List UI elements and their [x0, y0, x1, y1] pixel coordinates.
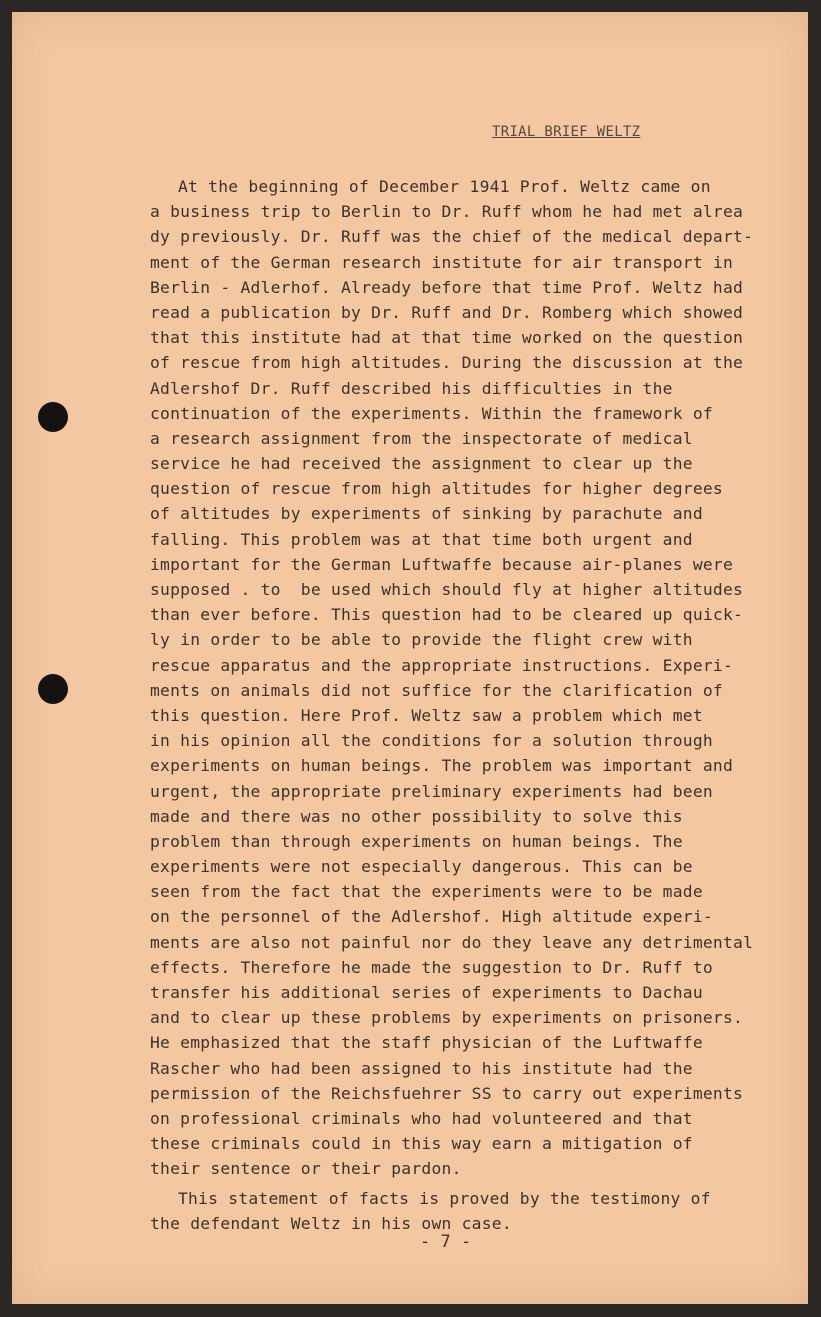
text-line: on professional criminals who had volunteered and that: [150, 1108, 693, 1128]
text-line: Adlershof Dr. Ruff described his difficulties in the: [150, 378, 673, 398]
text-line: continuation of the experiments. Within the framework of: [150, 403, 713, 423]
text-line: on the personnel of the Adlershof. High altitude experi-: [150, 907, 713, 927]
paragraph-1: [150, 174, 770, 1182]
text-line: He emphasized that the staff physician of the Luftwaffe: [150, 1033, 703, 1053]
text-line: falling. This problem was at that time both urgent and: [150, 529, 693, 549]
text-line: and to clear up these problems by experiments on prisoners.: [150, 1008, 744, 1028]
text-line: that this institute had at that time worked on the question: [150, 328, 744, 348]
text-line: in his opinion all the conditions for a solution through: [150, 731, 713, 751]
text-line: a business trip to Berlin to Dr. Ruff whom he had met alrea: [150, 202, 744, 222]
text-line: question of rescue from high altitudes for higher degrees: [150, 479, 723, 499]
text-line: effects. Therefore he made the suggestion to Dr. Ruff to: [150, 957, 713, 977]
text-line: experiments were not especially dangerous. This can be: [150, 857, 693, 877]
text-line: service he had received the assignment to clear up the: [150, 454, 693, 474]
punch-hole-lower: [38, 674, 68, 704]
text-line: their sentence or their pardon.: [150, 1159, 462, 1179]
text-line: ments on animals did not suffice for the clarification of: [150, 680, 723, 700]
text-line: dy previously. Dr. Ruff was the chief of the medical depart-: [150, 227, 754, 247]
document-page: [12, 12, 808, 1304]
document-title: TRIAL BRIEF WELTZ: [492, 124, 641, 140]
text-line: made and there was no other possibility to solve this: [150, 806, 683, 826]
text-line: important for the German Luftwaffe because air-planes were: [150, 554, 734, 574]
text-line: permission of the Reichsfuehrer SS to carry out experiments: [150, 1083, 744, 1103]
text-line: problem than through experiments on human beings. The: [150, 831, 683, 851]
text-line: than ever before. This question had to be cleared up quick-: [150, 605, 744, 625]
text-line: supposed . to be used which should fly at higher altitudes: [150, 580, 744, 599]
text-line: Rascher who had been assigned to his institute had the: [150, 1058, 693, 1078]
page-number: - 7 -: [420, 1232, 472, 1252]
text-line: ly in order to be able to provide the flight crew with: [150, 630, 693, 650]
text-line: this question. Here Prof. Weltz saw a problem which met: [150, 705, 703, 725]
text-line: experiments on human beings. The problem was important and: [150, 756, 734, 776]
text-line: read a publication by Dr. Ruff and Dr. Romberg which showed: [150, 302, 744, 322]
text-line: transfer his additional series of experiments to Dachau: [150, 983, 703, 1002]
text-line: rescue apparatus and the appropriate instructions. Experi-: [150, 655, 734, 675]
text-line: these criminals could in this way earn a mitigation of: [150, 1134, 693, 1154]
text-line: Berlin - Adlerhof. Already before that time Prof. Weltz had: [150, 277, 744, 297]
text-line: ment of the German research institute for air transport in: [150, 252, 734, 272]
document-body: [150, 174, 770, 1236]
text-line: urgent, the appropriate preliminary experiments had been: [150, 781, 713, 801]
text-line: ments are also not painful nor do they leave any detrimental: [150, 932, 754, 952]
text-line: This statement of facts is proved by the testimony of: [178, 1188, 711, 1208]
punch-hole-upper: [38, 402, 68, 432]
text-line: the defendant Weltz in his own case.: [150, 1213, 512, 1233]
text-line: of altitudes by experiments of sinking by parachute and: [150, 504, 703, 524]
text-line: At the beginning of December 1941 Prof. Weltz came on: [178, 177, 711, 196]
text-line: seen from the fact that the experiments were to be made: [150, 882, 703, 902]
text-line: a research assignment from the inspectorate of medical: [150, 428, 693, 448]
paragraph-2: [150, 1186, 770, 1236]
text-line: of rescue from high altitudes. During the discussion at the: [150, 353, 744, 373]
